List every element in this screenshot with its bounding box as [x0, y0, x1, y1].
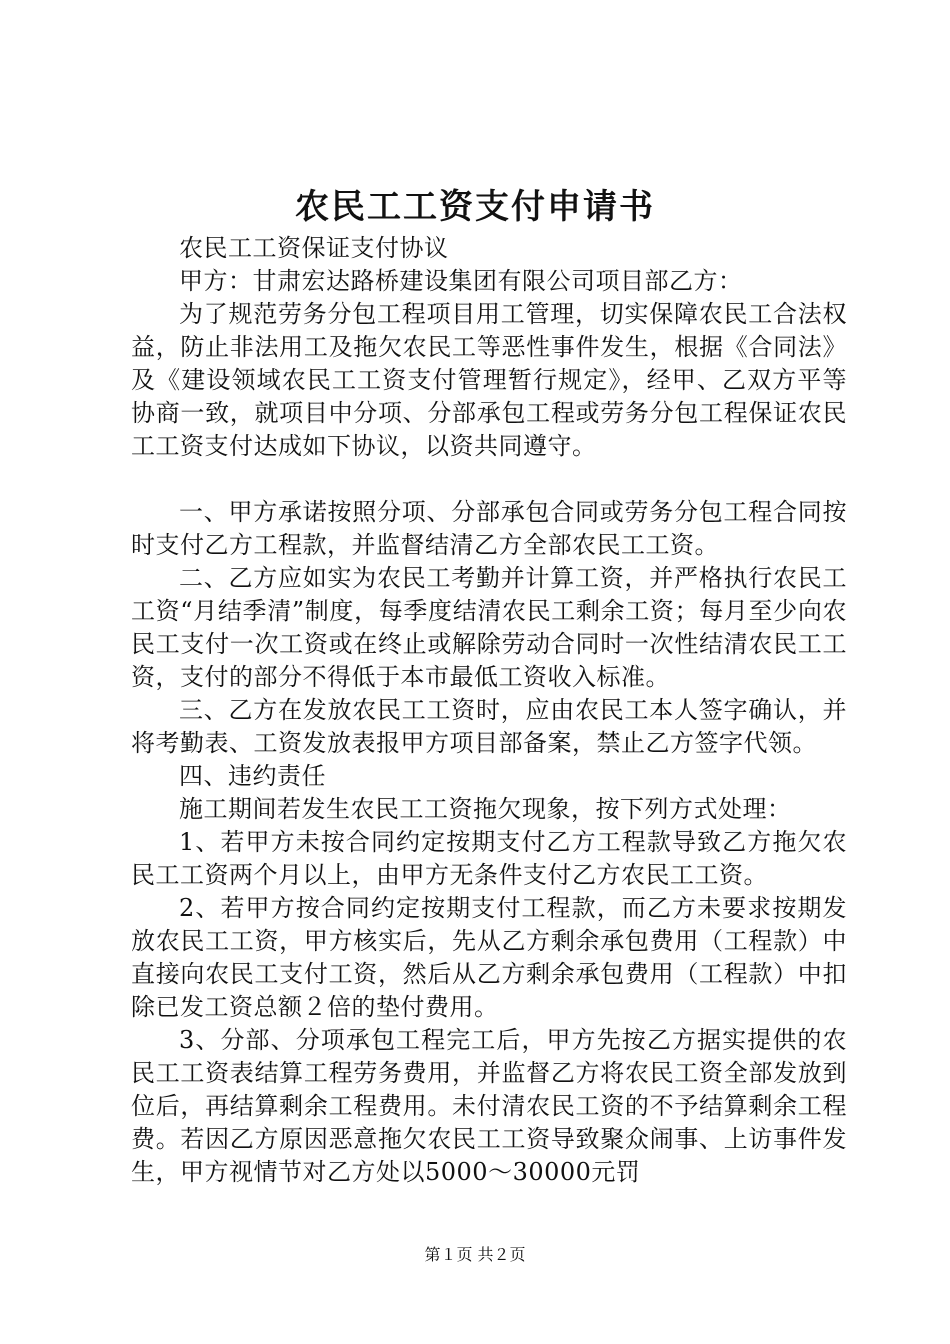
page-number-footer: 第１页 共２页 [424, 1245, 526, 1264]
paragraph-clause-3: 三、乙方在发放农民工工资时，应由农民工本人签字确认，并将考勤表、工资发放表报甲方项目部备案，禁止乙方签字代领。 [131, 696, 847, 757]
paragraph-breach-item-2: 2、若甲方按合同约定按期支付工程款，而乙方未要求按期发放农民工工资，甲方核实后，先从乙方剩余承包费用（工程款）中直接向农民工支付工资，然后从乙方剩余承包费用（工程款）中扣除已发工资总额２倍的垫付费用。 [131, 894, 847, 1021]
paragraph-clause-2: 二、乙方应如实为农民工考勤并计算工资，并严格执行农民工工资“月结季清”制度，每季度结清农民工剩余工资；每月至少向农民工支付一次工资或在终止或解除劳动合同时一次性结清农民工工资，支付的部分不得低于本市最低工资收入标准。 [131, 564, 847, 691]
document-title: 农民工工资支付申请书 [295, 187, 655, 227]
paragraph-party-a: 甲方：甘肃宏达路桥建设集团有限公司项目部乙方： [179, 267, 743, 295]
paragraph-breach-item-1: 1、若甲方未按合同约定按期支付乙方工程款导致乙方拖欠农民工工资两个月以上，由甲方无条件支付乙方农民工工资。 [131, 828, 847, 889]
document-body [131, 232, 847, 1189]
paragraph-preamble: 为了规范劳务分包工程项目用工管理，切实保障农民工合法权益，防止非法用工及拖欠农民工等恶性事件发生，根据《合同法》及《建设领域农民工工资支付管理暂行规定》，经甲、乙双方平等协商一致，就项目中分项、分部承包工程或劳务分包工程保证农民工工资支付达成如下协议，以资共同遵守。 [131, 300, 847, 460]
paragraph-clause-4-heading: 四、违约责任 [179, 762, 326, 790]
paragraph-breach-intro: 施工期间若发生农民工工资拖欠现象，按下列方式处理： [179, 795, 792, 823]
paragraph-agreement-name: 农民工工资保证支付协议 [179, 234, 449, 262]
paragraph-clause-1: 一、甲方承诺按照分项、分部承包合同或劳务分包工程合同按时支付乙方工程款，并监督结清乙方全部农民工工资。 [131, 498, 847, 559]
paragraph-breach-item-3: 3、分部、分项承包工程完工后，甲方先按乙方据实提供的农民工工资表结算工程劳务费用，并监督乙方将农民工资全部发放到位后，再结算剩余工程费用。未付清农民工资的不予结算剩余工程费。若因乙方原因恶意拖欠农民工工资导致聚众闹事、上访事件发生，甲方视情节对乙方处以5000～30000元罚 [131, 1026, 847, 1186]
